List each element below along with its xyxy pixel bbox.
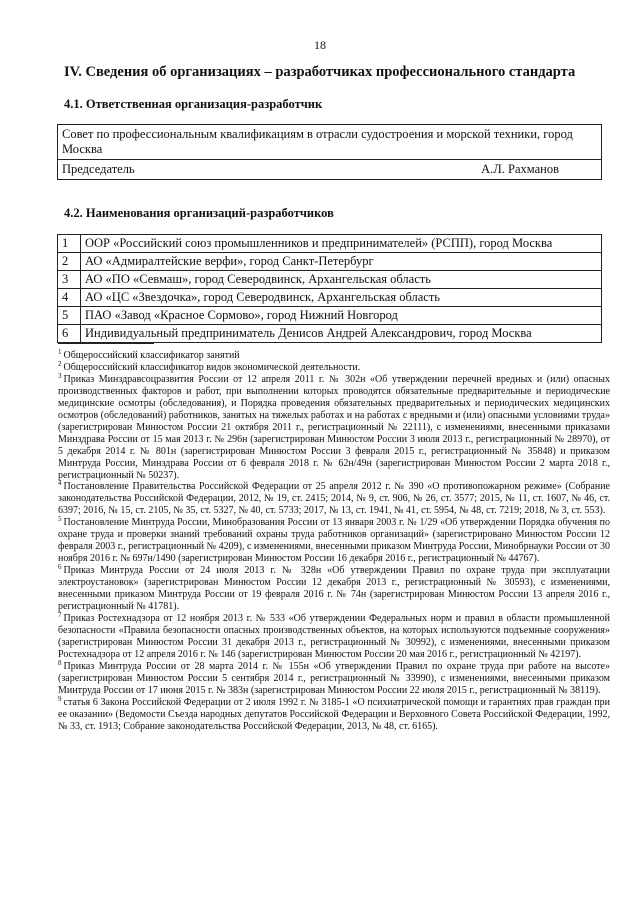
footnote-mark: 3 bbox=[58, 371, 62, 380]
footnote bbox=[58, 694, 610, 733]
footnote bbox=[58, 371, 610, 482]
row-number: 2 bbox=[58, 253, 81, 271]
table-row bbox=[58, 125, 602, 160]
row-number: 3 bbox=[58, 271, 81, 289]
footnote-text: Приказ Ростехнадзора от 12 ноября 2013 г. № 533 «Об утверждении Федеральных норм и правил в области промышленной безопасности «Правила безопасности опасных производственных объектов, на которых используются подъемные сооружения» (зарегистрирован Минюстом России 31 декабря 2013 г., регистрационный № 30992), с изменениями, внесенными приказом Ростехнадзора от 12 апреля 2016 г. № 146 (зарегистрирован Минюстом России 20 мая 2016 г., регистрационный № 42197). bbox=[58, 612, 610, 660]
footnote-text: Общероссийский классификатор занятий bbox=[63, 350, 240, 361]
table-row bbox=[58, 160, 602, 180]
footnote bbox=[58, 517, 610, 565]
developer-name: ПАО «Завод «Красное Сормово», город Нижний Новгород bbox=[81, 307, 602, 325]
footnote bbox=[58, 481, 610, 517]
page-number: 18 bbox=[314, 38, 326, 52]
table-row bbox=[58, 253, 602, 271]
footnote bbox=[58, 610, 610, 661]
footnote-text: Постановление Правительства Российской Федерации от 25 апреля 2012 г. № 390 «О противопожарном режиме» (Собрание законодательства Российской Федерации, 2012, № 19, ст. 2415; 2014, № 9, ст. 906, № 26, ст. 3577; 2015, № 11, ст. 1607, № 46, ст. 6397; 2016, № 15, ст. 2105, № 35, ст. 5327, № 40, ст. 5733; 2017, № 13, ст. 1941, № 41, ст. 5954, № 48, ст. 7219; 2018, № 3, ст. 553). bbox=[58, 481, 610, 517]
table-row bbox=[58, 307, 602, 325]
developer-name: Индивидуальный предприниматель Денисов Андрей Александрович, город Москва bbox=[81, 325, 602, 343]
developer-name: ООР «Российский союз промышленников и предпринимателей» (РСПП), город Москва bbox=[81, 235, 602, 253]
row-number: 1 bbox=[58, 235, 81, 253]
footnote-text: Приказ Минздравсоцразвития России от 12 апреля 2011 г. № 302н «Об утверждении перечней вредных и (или) опасных производственных факторов и работ, при выполнении которых проводятся обязательные предварительные и периодические медицинские осмотры (обследования), и Порядка проведения обязательных предварительных и периодических медицинских осмотров (обследований) работников, занятых на тяжелых работах и на работах с вредными и (или) опасными условиями труда» (зарегистрирован Минюстом России 21 октября 2011 г., регистрационный № 22111), с изменениями, внесенными приказами Минздрава России от 15 мая 2013 г. № 296н (зарегистрирован Минюстом России 3 июля 2013 г., регистрационный № 28970), от 5 декабря 2014 г. № 801н (зарегистрирован Минюстом России 3 февраля 2015 г., регистрационный № 35848) и приказом Минтруда России, Минздрава России от 6 февраля 2018 г. № 62н/49н (зарегистрирован Минюстом России 2 марта 2018 г., регистрационный № 50237). bbox=[58, 373, 610, 481]
signature-row bbox=[62, 162, 597, 177]
footnote bbox=[58, 565, 610, 613]
responsible-heading: 4.1. Ответственная организация-разработчик bbox=[64, 97, 323, 111]
developers-table bbox=[57, 234, 602, 343]
developer-name: АО «ПО «Севмаш», город Северодвинск, Архангельская область bbox=[81, 271, 602, 289]
section-title: IV. Сведения об организациях – разработчиках профессионального стандарта bbox=[64, 64, 576, 80]
table-row bbox=[58, 235, 602, 253]
table-row bbox=[58, 271, 602, 289]
developer-name: АО «ЦС «Звездочка», город Северодвинск, Архангельская область bbox=[81, 289, 602, 307]
responsible-organization: Совет по профессиональным квалификациям в отрасли судостроения и морской техники, город Москва bbox=[58, 125, 602, 160]
row-number: 4 bbox=[58, 289, 81, 307]
footnote bbox=[58, 359, 610, 374]
signature-cell bbox=[58, 160, 602, 180]
footnote-text: Общероссийский классификатор видов экономической деятельности. bbox=[63, 361, 361, 373]
footnote-separator bbox=[58, 343, 154, 344]
footnote bbox=[58, 350, 610, 362]
chair-name: А.Л. Рахманов bbox=[481, 162, 559, 176]
footnote-mark: 7 bbox=[58, 610, 62, 619]
footnote-text: Постановление Минтруда России, Минобразования России от 13 января 2003 г. № 1/29 «Об утверждении Порядка обучения по охране труда и проверки знаний требований охраны труда работников организаций» (зарегистрировано Минюстом России 12 февраля 2003 г., регистрационный № 4209), с изменениями, внесенными приказом Минтруда России, Минобрнауки России от 30 ноября 2016 г. № 697н/1490 (зарегистрирован Минюстом России 16 декабря 2016 г., регистрационный № 44767). bbox=[58, 517, 610, 565]
footnote-mark: 8 bbox=[58, 658, 62, 667]
footnote-text: статья 6 Закона Российской Федерации от 2 июля 1992 г. № 3185-1 «О психиатрической помощи и гарантиях прав граждан при ее оказании» (Ведомости Съезда народных депутатов Российской Федерации и Верховного Совета Российской Федерации, 1992, № 33, ст. 1913; Собрание законодательства Российской Федерации, 2013, № 48, ст. 6165). bbox=[58, 696, 610, 732]
responsible-table bbox=[57, 124, 602, 180]
footnote-mark: 9 bbox=[58, 694, 62, 703]
footnote bbox=[58, 658, 610, 697]
row-number: 5 bbox=[58, 307, 81, 325]
table-row bbox=[58, 325, 602, 343]
footnote-mark: 1 bbox=[58, 348, 62, 356]
chair-position: Председатель bbox=[62, 162, 135, 176]
table-row bbox=[58, 289, 602, 307]
footnote-text: Приказ Минтруда России от 24 июля 2013 г. № 328н «Об утверждении Правил по охране труда при эксплуатации электроустановок» (зарегистрирован Минюстом России 12 декабря 2013 г., регистрационный № 30593), с изменениями, внесенными приказом Минтруда России от 19 февраля 2016 г. № 74н (зарегистрирован Минюстом России 13 апреля 2016 г., регистрационный № 41781). bbox=[58, 565, 610, 613]
row-number: 6 bbox=[58, 325, 81, 343]
footnote-mark: 6 bbox=[58, 563, 62, 572]
developer-name: АО «Адмиралтейские верфи», город Санкт-Петербург bbox=[81, 253, 602, 271]
footnote-mark: 4 bbox=[58, 479, 62, 488]
developers-heading: 4.2. Наименования организаций-разработчиков bbox=[64, 206, 334, 220]
footnotes bbox=[58, 350, 610, 733]
footnote-mark: 5 bbox=[58, 515, 62, 524]
footnote-mark: 2 bbox=[58, 359, 62, 368]
footnote-text: Приказ Минтруда России от 28 марта 2014 г. № 155н «Об утверждении Правил по охране труда при работе на высоте» (зарегистрирован Минюстом России 5 сентября 2014 г., регистрационный № 33990), с изменениями, внесенными приказом Минтруда России от 17 июня 2015 г. № 383н (зарегистрирован Минюстом России 22 июля 2015 г., регистрационный № 38119). bbox=[58, 660, 610, 696]
